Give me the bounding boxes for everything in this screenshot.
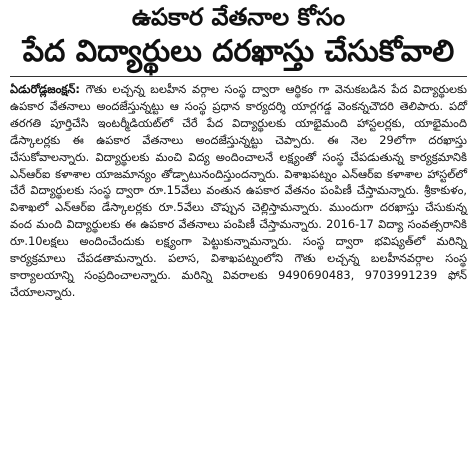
news-clipping	[0, 2, 473, 453]
article-text: గౌతు లచ్చన్న బలహీన వర్గాల సంస్థ ద్వారా ఆర్థికం గా వెనుకబడిన పేద విద్యార్థులకు ఉపకార వేతనాలు అందజేస్తున్నట్టు ఆ సంస్థ ప్రధాన కార్యదర్శి యార్లగడ్డ వెంకన్నచౌదరి తెలిపారు. పదో తరగతి పూర్తిచేసి ఇంటర్మీడియట్‌లో చేరే పేద విద్యార్థులకు యాభైమంది హాస్టలర్లకు, యాభైమంది డేస్కాలర్లకు ఈ ఉపకార వేతనాలు అందజేస్తున్నట్టు చెప్పారు. ఈ నెల 29లోగా దరఖాస్తు చేసుకోవాలన్నారు. విద్యార్థులకు మంచి విద్య అందించాలనే లక్ష్యంతో సంస్థ చేపడుతున్న కార్యక్రమానికి ఎన్‌ఆర్‌ఐ కళాశాల యాజమాన్యం తోడ్పాటునందిస్తుందన్నారు. విశాఖపట్నం ఎన్‌ఆర్‌ఐ కళాశాల హాస్టల్‌లో చేరే విద్యార్థులకు సంస్థ ద్వారా రూ.15వేలు వంతున ఉపకార వేతనం పంపిణీ చేస్తామన్నారు. శ్రీకాకుళం, విశాఖలో ఎన్‌ఆర్‌ఐ డేస్కాలర్లకు రూ.5వేలు చొప్పున చెల్లిస్తామన్నారు. ముందుగా దరఖాస్తు చేసుకున్న వంద మంది విద్యార్థులకు ఈ ఉపకార వేతనాలు పంపిణీ చేస్తామన్నారు. 2016-17 విద్యా సంవత్సరానికి రూ.10లక్షలు అందించేందుకు లక్ష్యంగా పెట్టుకున్నామన్నారు. సంస్థ ద్వారా భవిష్యత్‌లో మరిన్ని కార్యక్రమాలు చేపడతామన్నారు. పలాస, విశాఖపట్నంలోని గౌతు లచ్చన్న బలహీనవర్గాల సంస్థ కార్యాలయాన్ని సంప్రదించాలన్నారు. మరిన్ని వివరాలకు 9490690483, 9703991239 ఫోన్‌ చేయాలన్నారు.	[10, 82, 468, 299]
headline-line-1: ఉపకార వేతనాల కోసం	[131, 3, 346, 31]
article-body	[10, 81, 467, 301]
headline-divider	[10, 76, 467, 77]
headline-line-2: పేద విద్యార్థులు దరఖాస్తు చేసుకోవాలి	[22, 34, 455, 69]
dateline: ఏడురోడ్లజంక్షన్‌:	[10, 82, 80, 96]
